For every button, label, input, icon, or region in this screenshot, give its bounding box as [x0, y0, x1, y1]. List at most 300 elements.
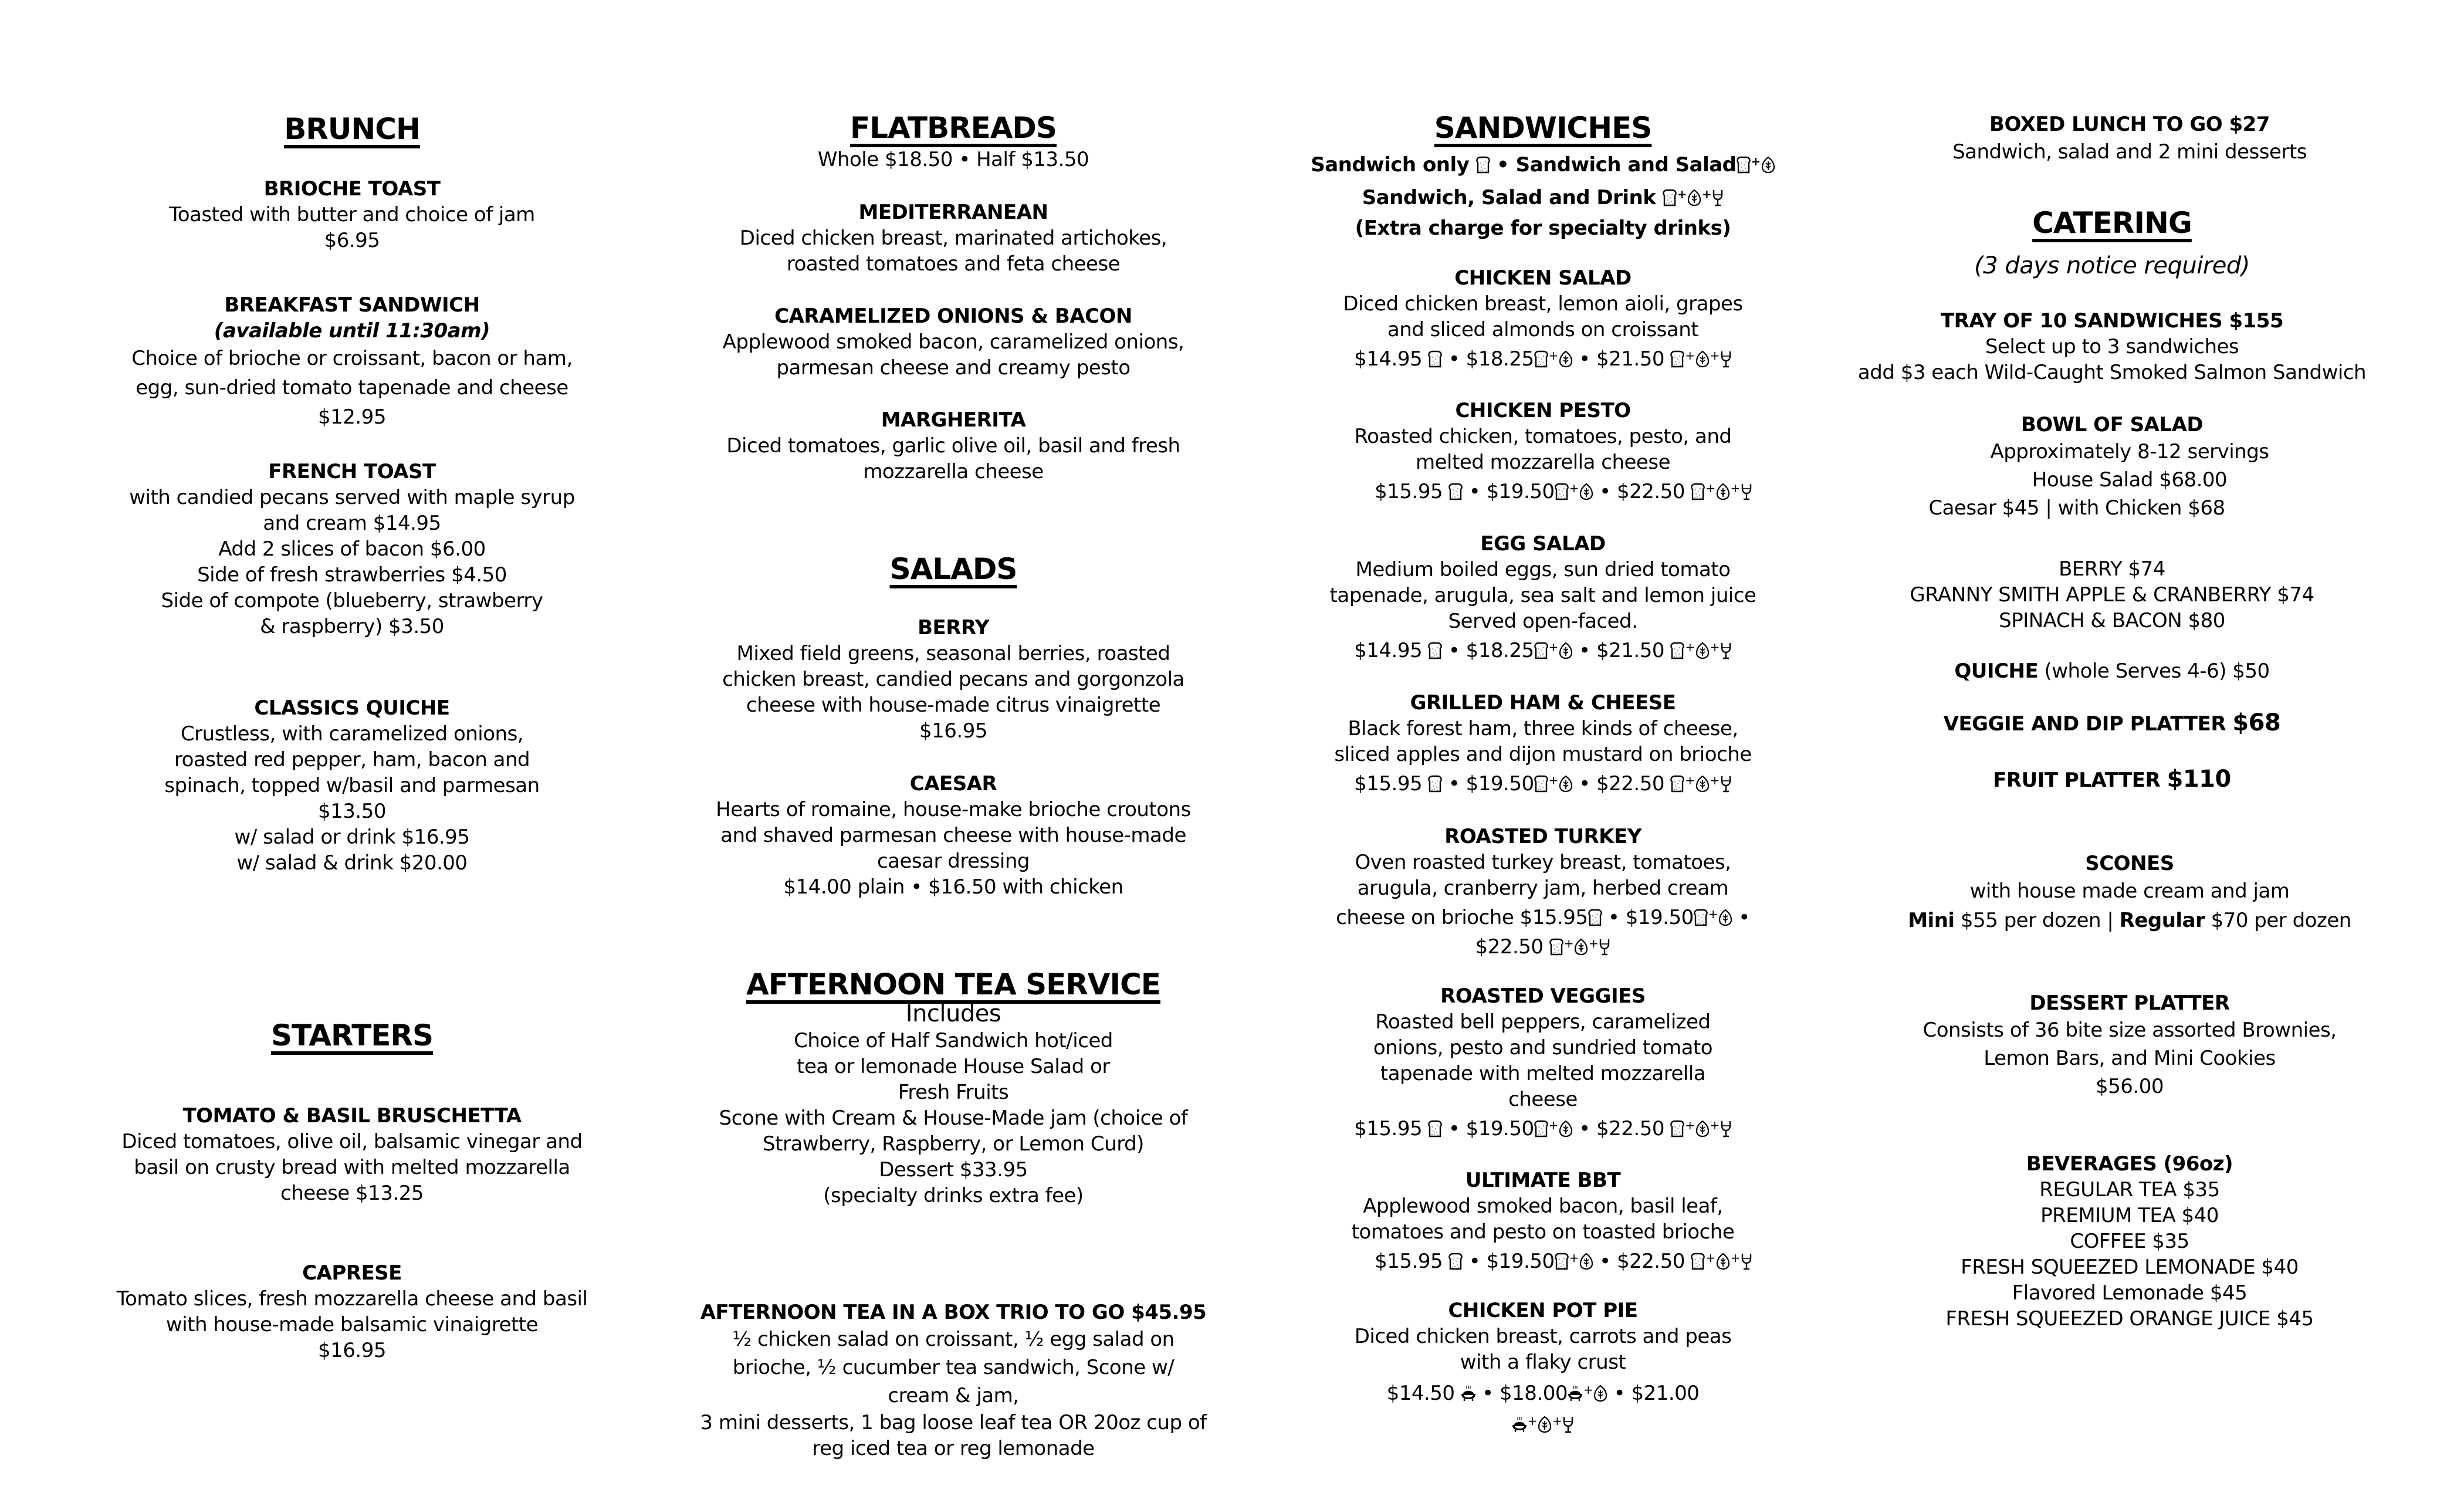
item-desc: cream & jam,: [888, 1384, 1019, 1407]
bread-icon: [1663, 189, 1677, 207]
item-desc: mozzarella cheese: [863, 460, 1044, 483]
bread-icon: [1555, 483, 1569, 500]
price-sandwich-only: $15.95: [1375, 480, 1443, 503]
bullet: •: [1613, 1382, 1626, 1405]
wine-glass-icon: [1562, 1416, 1574, 1433]
bread-icon: [1691, 483, 1705, 500]
menu-item-chicken-pot-pie: [1291, 1298, 1795, 1437]
bread-icon: [1534, 775, 1548, 793]
afternoon-tea-details: [692, 1000, 1214, 1209]
item-price: House Salad $68.00: [2032, 468, 2228, 492]
item-desc: Served open-faced.: [1448, 610, 1638, 633]
bread-icon: [1737, 156, 1751, 174]
menu-item-caramelized-onions-bacon: [692, 303, 1214, 381]
item-desc: Hearts of romaine, house-make brioche croutons: [716, 798, 1191, 821]
item-desc: Choice of brioche or croissant, bacon or ham,: [131, 347, 573, 370]
beverage-item: REGULAR TEA $35: [2039, 1178, 2220, 1201]
plus: +: [1589, 936, 1599, 950]
catering-scones: [1854, 851, 2405, 935]
plus: +: [1705, 481, 1715, 495]
price-sandwich-salad-drink: $22.50: [1617, 480, 1685, 503]
item-desc: reg iced tea or reg lemonade: [812, 1437, 1095, 1460]
salad-leaf-icon: [1716, 483, 1730, 500]
item-desc: sliced apples and dijon mustard on brioche: [1334, 743, 1752, 766]
beverage-item: FRESH SQUEEZED LEMONADE $40: [1961, 1255, 2299, 1279]
section-title-catering: CATERING: [2032, 206, 2192, 240]
item-addon: Side of compote (blueberry, strawberry: [161, 589, 543, 612]
beverage-item: COFFEE $35: [2070, 1230, 2189, 1253]
price-sandwich-salad-drink: $22.50: [1596, 1117, 1664, 1140]
item-price: $16.95: [919, 719, 987, 743]
plus: +: [1705, 1251, 1715, 1265]
beverage-item: PREMIUM TEA $40: [2040, 1204, 2219, 1227]
item-desc-with-prices: [1291, 901, 1795, 930]
item-desc: Diced tomatoes, olive oil, balsamic vinegar and: [121, 1130, 583, 1153]
item-desc: and cream $14.95: [263, 512, 441, 535]
bullet: •: [1579, 1117, 1590, 1140]
item-desc: ½ chicken salad on croissant, ½ egg salad on: [732, 1328, 1175, 1351]
salad-leaf-icon: [1579, 1253, 1593, 1270]
tea-detail-line: Choice of Half Sandwich hot/iced: [794, 1029, 1113, 1052]
menu-item-brioche-toast: [94, 176, 610, 253]
menu-item-chicken-pesto: [1291, 398, 1795, 505]
item-title: BOXED LUNCH TO GO $27: [1989, 113, 2270, 136]
regular-label: Regular: [2119, 909, 2205, 932]
item-desc: Tomato slices, fresh mozzarella cheese and basil: [116, 1287, 588, 1311]
price-pot-pie-only: $14.50: [1386, 1382, 1455, 1405]
menu-item-classics-quiche: [94, 695, 610, 876]
section-title-brunch: BRUNCH: [284, 112, 420, 146]
item-title: FRENCH TOAST: [268, 460, 436, 483]
item-price: $12.95: [318, 405, 386, 429]
beverage-item: Flavored Lemonade $45: [2012, 1281, 2248, 1305]
item-addon: Side of fresh strawberries $4.50: [197, 563, 507, 587]
wine-glass-icon: [1720, 775, 1732, 793]
catering-tray: [1819, 308, 2405, 385]
item-desc: (whole Serves 4-6) $50: [2038, 659, 2270, 683]
salad-leaf-icon: [1695, 1120, 1710, 1138]
menu-item-chicken-salad: [1291, 265, 1795, 372]
plus: +: [1685, 348, 1695, 363]
item-desc: Select up to 3 sandwiches: [1985, 335, 2239, 358]
price-row: [1291, 475, 1795, 505]
wine-glass-icon: [1712, 189, 1724, 207]
item-title: BERRY: [918, 616, 989, 639]
catering-bowl-of-salad: [1819, 412, 2405, 522]
price-row: [1291, 767, 1795, 797]
plus: +: [1685, 1118, 1695, 1132]
bread-icon: [1448, 483, 1463, 500]
plus: +: [1685, 640, 1695, 654]
bowl-option: SPINACH & BACON $80: [1999, 609, 2225, 632]
item-title: BOWL OF SALAD: [2020, 413, 2204, 436]
tea-price: Dessert $33.95: [879, 1158, 1028, 1182]
flatbread-pricing: Whole $18.50 • Half $13.50: [817, 148, 1089, 171]
bullet: •: [1607, 906, 1620, 929]
menu-item-grilled-ham-cheese: [1291, 690, 1795, 797]
item-title: CHICKEN POT PIE: [1448, 1299, 1638, 1322]
item-desc: Black forest ham, three kinds of cheese,: [1348, 717, 1738, 740]
item-title: CLASSICS QUICHE: [254, 696, 450, 720]
price-sandwich-salad-drink: $21.50: [1596, 639, 1664, 662]
price-sandwich-only: $14.95: [1354, 347, 1423, 371]
catering-dessert-platter: [1854, 990, 2405, 1101]
price-sandwich-only: $15.95: [1375, 1250, 1443, 1273]
menu-item-french-toast: [94, 459, 610, 639]
item-title: EGG SALAD: [1480, 532, 1606, 556]
bread-icon: [1448, 1253, 1463, 1270]
salad-leaf-icon: [1718, 909, 1732, 926]
item-price: w/ salad & drink $20.00: [236, 851, 468, 875]
item-desc: arugula, cranberry jam, herbed cream: [1357, 876, 1729, 900]
item-desc: cheese with house-made citrus vinaigrette: [746, 693, 1161, 717]
item-title: TRAY OF 10 SANDWICHES $155: [1940, 309, 2284, 333]
salad-leaf-icon: [1695, 775, 1710, 793]
bread-icon: [1534, 1120, 1548, 1138]
menu-item-berry-salad: [692, 615, 1214, 744]
scone-prices: [1854, 906, 2405, 935]
item-desc: parmesan cheese and creamy pesto: [776, 356, 1131, 380]
item-price: cheese $13.25: [280, 1182, 424, 1205]
bread-icon: [1428, 642, 1442, 659]
tea-note: (specialty drinks extra fee): [823, 1184, 1084, 1207]
salad-leaf-icon: [1761, 156, 1775, 174]
item-desc: cheese: [1508, 1088, 1578, 1111]
bullet: •: [1738, 906, 1750, 929]
bread-icon: [1670, 350, 1684, 368]
item-title: CHICKEN SALAD: [1454, 266, 1632, 290]
salad-leaf-icon: [1579, 483, 1593, 500]
bread-icon: [1534, 350, 1548, 368]
item-title: CAPRESE: [302, 1261, 402, 1285]
bullet: •: [1579, 772, 1590, 796]
item-desc: Applewood smoked bacon, caramelized onions,: [722, 330, 1184, 354]
item-title: MARGHERITA: [881, 408, 1026, 432]
bread-icon: [1694, 909, 1708, 926]
item-title: DESSERT PLATTER: [2029, 991, 2230, 1015]
item-icon-line: [1291, 1408, 1795, 1437]
plus: +: [1527, 1414, 1537, 1428]
plus: +: [1583, 1383, 1593, 1397]
tea-detail-line: Strawberry, Raspberry, or Lemon Curd): [763, 1132, 1144, 1156]
item-desc: basil on crusty bread with melted mozzarella: [134, 1156, 570, 1179]
price-sandwich-salad: $19.50: [1465, 1117, 1534, 1140]
item-desc: tomatoes and pesto on toasted brioche: [1351, 1220, 1735, 1244]
salad-leaf-icon: [1559, 775, 1573, 793]
section-title-flatbreads: FLATBREADS: [850, 111, 1057, 145]
item-desc: Lemon Bars, and Mini Cookies: [1984, 1047, 2276, 1070]
item-desc: Oven roasted turkey breast, tomatoes,: [1355, 851, 1731, 874]
menu-item-ultimate-bbt: [1291, 1167, 1795, 1274]
price-sandwich-only: $15.95: [1519, 906, 1588, 929]
salad-leaf-icon: [1687, 189, 1701, 207]
item-price: $14.00 plain • $16.50 with chicken: [783, 875, 1123, 899]
item-desc: Approximately 8-12 servings: [1990, 440, 2269, 463]
menu-item-margherita: [692, 407, 1214, 485]
mini-label: Mini: [1908, 909, 1955, 932]
item-title: VEGGIE AND DIP PLATTER: [1943, 712, 2233, 736]
item-title: FRUIT PLATTER: [1993, 769, 2167, 792]
price-sandwich-only: $15.95: [1354, 1117, 1423, 1140]
bowl-option: BERRY $74: [2059, 557, 2165, 581]
section-title-salads: SALADS: [889, 552, 1017, 586]
item-title: GRILLED HAM & CHEESE: [1410, 691, 1676, 715]
item-title: QUICHE: [1954, 659, 2039, 683]
salad-leaf-icon: [1559, 350, 1573, 368]
item-price-line: [1291, 1375, 1795, 1408]
item-desc: Mixed field greens, seasonal berries, roasted: [736, 642, 1170, 665]
item-title: BREAKFAST SANDWICH: [224, 293, 480, 317]
item-title: AFTERNOON TEA IN A BOX TRIO TO GO $45.95: [700, 1301, 1207, 1324]
bullet: •: [1482, 1382, 1494, 1405]
plus: +: [1563, 936, 1574, 950]
item-price: $13.50: [318, 800, 386, 823]
catering-veggie-platter: [1819, 710, 2405, 737]
item-title: ROASTED TURKEY: [1444, 825, 1641, 848]
item-desc: egg, sun-dried tomato tapenade and cheese: [136, 376, 568, 400]
tea-detail-line: Fresh Fruits: [898, 1081, 1009, 1104]
section-title-sandwiches: SANDWICHES: [1434, 111, 1652, 145]
item-desc: Diced tomatoes, garlic olive oil, basil and fresh: [726, 434, 1180, 458]
item-desc: with a flaky crust: [1460, 1351, 1626, 1374]
plus: +: [1685, 773, 1695, 787]
wine-glass-icon: [1741, 483, 1752, 500]
item-desc: spinach, topped w/basil and parmesan: [164, 774, 540, 797]
plus: +: [1548, 640, 1558, 654]
item-price-line: [1291, 930, 1795, 960]
item-desc: Consists of 36 bite size assorted Brownies,: [1923, 1018, 2337, 1042]
catering-quiche: [1819, 658, 2405, 684]
regular-price: $70 per dozen: [2205, 909, 2351, 932]
plus: +: [1708, 907, 1718, 921]
bullet: •: [1468, 480, 1481, 503]
item-desc: brioche, ½ cucumber tea sandwich, Scone w/: [732, 1356, 1175, 1379]
catering-beverages: [1854, 1151, 2405, 1332]
legend-line-1: [1291, 147, 1795, 180]
plus: +: [1710, 1118, 1720, 1132]
plus: +: [1730, 1251, 1740, 1265]
bullet: •: [1448, 772, 1460, 796]
item-desc: with house-made balsamic vinaigrette: [165, 1313, 539, 1336]
bread-icon: [1428, 350, 1442, 368]
item-title: BEVERAGES (96oz): [2026, 1152, 2233, 1176]
item-desc: caesar dressing: [876, 849, 1030, 873]
plus: +: [1710, 348, 1720, 363]
item-desc: tapenade, arugula, sea salt and lemon juice: [1329, 584, 1756, 607]
item-price: $6.95: [324, 229, 380, 252]
item-addon: & raspberry) $3.50: [260, 615, 444, 638]
bread-icon: [1428, 775, 1442, 793]
item-desc: Roasted bell peppers, caramelized: [1375, 1010, 1711, 1034]
pot-pie-icon: [1461, 1385, 1476, 1402]
item-price: $16.95: [318, 1339, 386, 1362]
menu-item-roasted-turkey: [1291, 824, 1795, 960]
price-sandwich-salad: $18.25: [1465, 639, 1534, 662]
section-title-afternoon-tea: AFTERNOON TEA SERVICE: [746, 967, 1160, 1001]
price-sandwich-salad: $18.25: [1465, 347, 1534, 371]
bullet: •: [1448, 639, 1460, 662]
tea-includes-label: Includes: [905, 1000, 1001, 1027]
bullet: •: [1599, 1250, 1611, 1273]
wine-glass-icon: [1720, 1120, 1732, 1138]
item-desc: roasted red pepper, ham, bacon and: [174, 748, 530, 771]
plus: +: [1730, 481, 1740, 495]
bullet: •: [1579, 347, 1590, 371]
item-desc: add $3 each Wild-Caught Smoked Salmon Sandwich: [1857, 361, 2367, 384]
catering-bowl-options: [1819, 556, 2405, 634]
item-desc: Toasted with butter and choice of jam: [169, 203, 535, 226]
plus: +: [1548, 348, 1558, 363]
menu-item-caprese: [94, 1260, 610, 1363]
item-desc: cheese on brioche: [1336, 906, 1514, 929]
price-sandwich-salad: $19.50: [1486, 1250, 1555, 1273]
price-sandwich-only: $15.95: [1354, 772, 1423, 796]
item-desc: roasted tomatoes and feta cheese: [786, 252, 1121, 276]
item-desc: Medium boiled eggs, sun dried tomato: [1355, 558, 1731, 581]
plus: +: [1677, 187, 1687, 201]
salad-leaf-icon: [1716, 1253, 1730, 1270]
item-title: MEDITERRANEAN: [858, 201, 1048, 224]
legend-sandwich-only: Sandwich only: [1311, 153, 1470, 177]
menu-item-roasted-veggies: [1291, 983, 1795, 1142]
wine-glass-icon: [1741, 1253, 1752, 1270]
catering-fruit-platter: [1819, 766, 2405, 793]
price-sandwich-salad: $19.50: [1486, 480, 1555, 503]
bullet: •: [1497, 153, 1509, 177]
item-desc: Sandwich, salad and 2 mini desserts: [1952, 140, 2307, 164]
mini-price: $55 per dozen |: [1954, 909, 2120, 932]
wine-glass-icon: [1599, 938, 1610, 956]
salad-leaf-icon: [1695, 350, 1710, 368]
legend-note: (Extra charge for specialty drinks): [1355, 216, 1731, 240]
plus: +: [1552, 1414, 1562, 1428]
item-title: CARAMELIZED ONIONS & BACON: [774, 304, 1132, 328]
brunch-column: [94, 0, 610, 1496]
salad-leaf-icon: [1559, 642, 1573, 659]
bread-icon: [1670, 775, 1684, 793]
tea-detail-line: tea or lemonade House Salad or: [797, 1055, 1110, 1078]
sandwiches-column: [1291, 0, 1795, 1496]
price-pot-pie-salad: $18.00: [1500, 1382, 1568, 1405]
price-sandwich-salad: $19.50: [1465, 772, 1534, 796]
price-row: [1291, 1112, 1795, 1142]
salad-leaf-icon: [1695, 642, 1710, 659]
item-addon: Add 2 slices of bacon $6.00: [218, 537, 486, 561]
sandwich-legend: [1291, 147, 1795, 244]
bread-icon: [1555, 1253, 1569, 1270]
menu-item-bruschetta: [94, 1103, 610, 1206]
item-note: (available until 11:30am): [214, 319, 490, 343]
wine-glass-icon: [1720, 642, 1732, 659]
menu-item-breakfast-sandwich: [94, 292, 610, 432]
item-desc: and sliced almonds on croissant: [1387, 318, 1699, 341]
item-desc: and shaved parmesan cheese with house-made: [720, 824, 1186, 847]
item-desc: with candied pecans served with maple syrup: [129, 486, 575, 509]
bread-icon: [1534, 642, 1548, 659]
bread-icon: [1476, 156, 1490, 174]
item-price: Caesar $45 | with Chicken $68: [1928, 496, 2225, 520]
wine-glass-icon: [1720, 350, 1732, 368]
price-pot-pie-salad-drink: $21.00: [1631, 1382, 1700, 1405]
item-desc: tapenade with melted mozzarella: [1380, 1062, 1706, 1085]
menu-item-egg-salad: [1291, 531, 1795, 664]
item-desc: with house made cream and jam: [1969, 879, 2290, 903]
item-price: w/ salad or drink $16.95: [234, 825, 470, 849]
bread-icon: [1670, 1120, 1684, 1138]
boxed-lunch: [1854, 111, 2405, 167]
salad-leaf-icon: [1538, 1416, 1552, 1433]
price-sandwich-salad: $19.50: [1625, 906, 1694, 929]
plus: +: [1548, 773, 1558, 787]
salad-leaf-icon: [1593, 1385, 1607, 1402]
price-sandwich-only: $14.95: [1354, 639, 1423, 662]
item-title: BRIOCHE TOAST: [263, 177, 441, 201]
plus: +: [1569, 1251, 1579, 1265]
item-title: SCONES: [2085, 852, 2174, 875]
plus: +: [1710, 640, 1720, 654]
legend-sandwich-salad: Sandwich and Salad: [1515, 153, 1737, 177]
bread-icon: [1588, 909, 1602, 926]
bullet: •: [1579, 639, 1590, 662]
item-title: ULTIMATE BBT: [1465, 1169, 1621, 1192]
item-title: TOMATO & BASIL BRUSCHETTA: [182, 1104, 522, 1128]
price-row: [1291, 343, 1795, 372]
item-title: CHICKEN PESTO: [1455, 399, 1631, 422]
item-price: $56.00: [2096, 1075, 2164, 1098]
bullet: •: [1468, 1250, 1481, 1273]
plus: +: [1569, 481, 1579, 495]
price-sandwich-salad-drink: $22.50: [1596, 772, 1664, 796]
legend-line-2: [1291, 180, 1795, 212]
plus: +: [1701, 187, 1712, 201]
item-title: ROASTED VEGGIES: [1440, 984, 1646, 1008]
bread-icon: [1670, 642, 1684, 659]
item-desc: melted mozzarella cheese: [1416, 451, 1670, 474]
item-title: CAESAR: [909, 772, 997, 796]
menu-item-mediterranean: [692, 199, 1214, 277]
item-desc: Applewood smoked bacon, basil leaf,: [1363, 1194, 1723, 1218]
bowl-option: GRANNY SMITH APPLE & CRANBERRY $74: [1910, 583, 2314, 607]
pot-pie-icon: [1568, 1385, 1583, 1402]
bread-icon: [1428, 1120, 1442, 1138]
plus: +: [1710, 773, 1720, 787]
price-sandwich-salad-drink: $22.50: [1617, 1250, 1685, 1273]
bread-icon: [1691, 1253, 1705, 1270]
item-desc: Crustless, with caramelized onions,: [180, 722, 524, 746]
item-desc: Diced chicken breast, marinated artichokes,: [739, 226, 1167, 250]
salad-leaf-icon: [1574, 938, 1588, 956]
price-row: [1291, 1245, 1795, 1274]
menu-item-tea-box: [692, 1299, 1214, 1461]
price-sandwich-salad-drink: $22.50: [1475, 935, 1544, 959]
item-desc: Diced chicken breast, lemon aioli, grapes: [1343, 292, 1743, 316]
bullet: •: [1448, 347, 1460, 371]
legend-sandwich-salad-drink: Sandwich, Salad and Drink: [1362, 186, 1656, 209]
pot-pie-icon: [1512, 1416, 1527, 1433]
item-desc: 3 mini desserts, 1 bag loose leaf tea OR 20oz cup of: [700, 1411, 1207, 1434]
item-desc: Diced chicken breast, carrots and peas: [1354, 1325, 1732, 1348]
plus: +: [1751, 154, 1761, 168]
item-price: $68: [2232, 709, 2281, 736]
item-price: $110: [2167, 766, 2231, 793]
item-desc: Roasted chicken, tomatoes, pesto, and: [1354, 425, 1732, 448]
item-desc: onions, pesto and sundried tomato: [1373, 1036, 1713, 1060]
bullet: •: [1599, 480, 1611, 503]
salad-leaf-icon: [1559, 1120, 1573, 1138]
price-row: [1291, 634, 1795, 664]
catering-note: (3 days notice required): [1974, 252, 2250, 279]
bullet: •: [1448, 1117, 1460, 1140]
